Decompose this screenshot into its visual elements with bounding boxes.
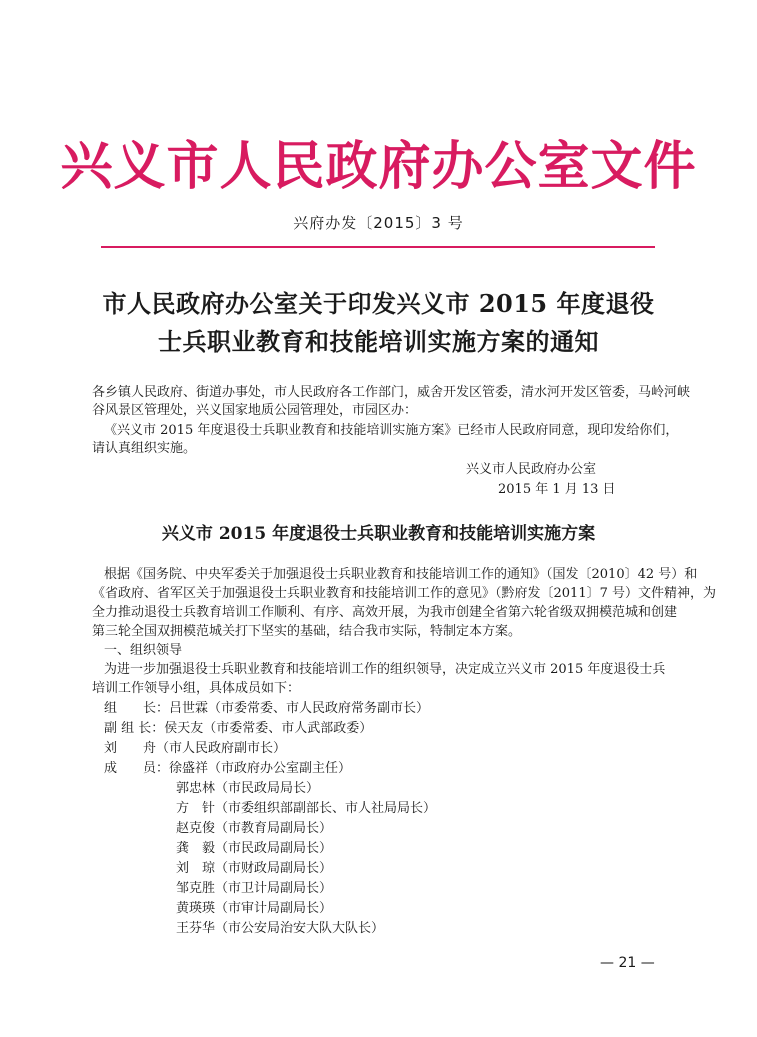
section-heading: 一、组织领导 — [104, 643, 183, 658]
member-item: 邹克胜（市卫计局副局长） — [176, 881, 333, 896]
member-list-start: 成 员：徐盛祥（市政府办公室副主任） — [104, 761, 352, 776]
member-item: 方 针（市委组织部副部长、市人社局局长） — [176, 801, 437, 816]
member-item: 王芬华（市公安局治安大队大队长） — [176, 921, 385, 936]
member-item: 黄瑛瑛（市审计局副局长） — [176, 901, 333, 916]
section-line-2: 培训工作领导小组，具体成员如下： — [92, 681, 301, 696]
page-number: — 21 — — [600, 955, 655, 971]
recipients-line-2: 谷风景区管理处，兴义国家地质公园管理处，市园区办： — [92, 403, 418, 418]
body-line-3: 全力推动退役士兵教育培训工作顺利、有序、高效开展，为我市创建全省第六轮省级双拥模范城和创建 — [92, 605, 678, 620]
member-deputy-1: 副 组 长：侯天友（市委常委、市人武部政委） — [104, 721, 373, 736]
section-line-1: 为进一步加强退役士兵职业教育和技能培训工作的组织领导，决定成立兴义市 2015 年度退役士兵 — [104, 662, 666, 677]
notice-title-line-1: 市人民政府办公室关于印发兴义市 2015 年度退役 — [102, 289, 655, 318]
masthead-title: 兴义市人民政府办公室文件 — [60, 136, 697, 197]
member-leader: 组 长：吕世霖（市委常委、市人民政府常务副市长） — [104, 701, 430, 716]
body-line-4: 第三轮全国双拥模范城关打下坚实的基础，结合我市实际，特制定本方案。 — [92, 624, 522, 639]
notice-body-line-2: 请认真组织实施。 — [92, 441, 197, 456]
notice-body-line-1: 《兴义市 2015 年度退役士兵职业教育和技能培训实施方案》已经市人民政府同意，现印发给你们， — [104, 423, 679, 438]
recipients-line-1: 各乡镇人民政府、街道办事处，市人民政府各工作部门，威舍开发区管委，清水河开发区管委，马岭河峡 — [92, 385, 691, 400]
document-number: 兴府办发〔2015〕3 号 — [293, 214, 464, 232]
issue-date: 2015 年 1 月 13 日 — [498, 482, 616, 497]
member-item: 赵克俊（市教育局副局长） — [176, 821, 333, 836]
member-item: 龚 毅（市民政局副局长） — [176, 841, 333, 856]
member-item: 刘 琼（市财政局副局长） — [176, 861, 333, 876]
red-divider-line — [101, 246, 655, 248]
issuer: 兴义市人民政府办公室 — [466, 462, 597, 477]
member-item: 郭忠林（市民政局局长） — [176, 781, 320, 796]
plan-title: 兴义市 2015 年度退役士兵职业教育和技能培训实施方案 — [161, 524, 596, 544]
member-deputy-2: 刘 舟（市人民政府副市长） — [104, 741, 287, 756]
body-line-2: 《省政府、省军区关于加强退役士兵职业教育和技能培训工作的意见》（黔府发〔2011〕7 号）文件精神，为 — [92, 586, 716, 601]
notice-title-line-2: 士兵职业教育和技能培训实施方案的通知 — [158, 327, 599, 356]
body-line-1: 根据《国务院、中央军委关于加强退役士兵职业教育和技能培训工作的通知》（国发〔2010〕42 号）和 — [104, 567, 698, 582]
